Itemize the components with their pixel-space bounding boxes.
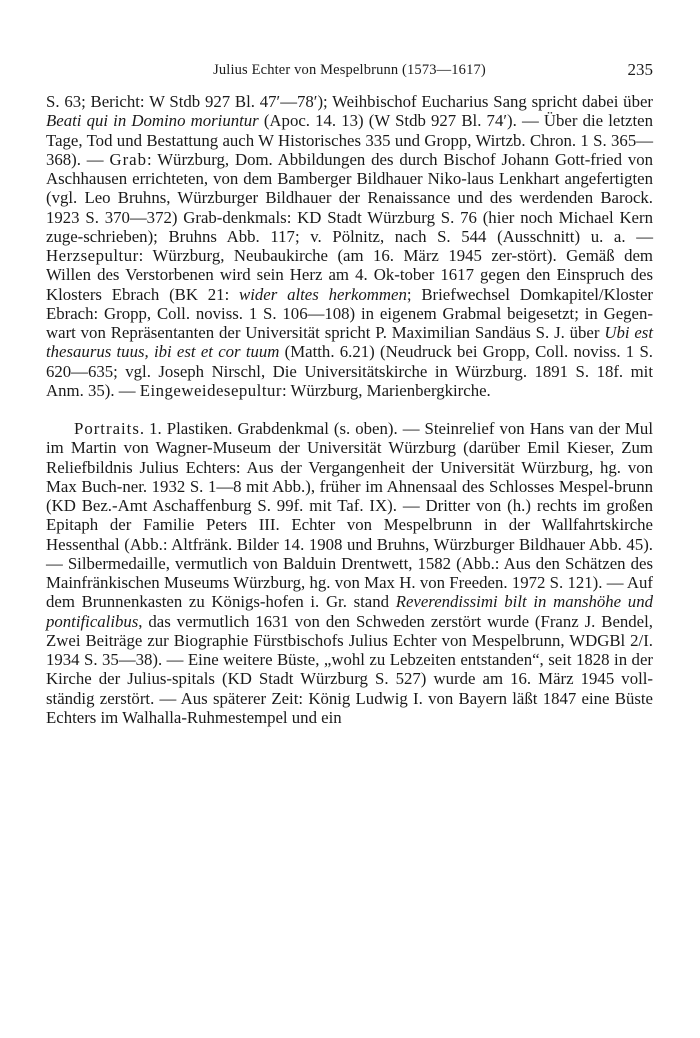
paragraph-portraits: [46, 419, 653, 727]
running-title: Julius Echter von Mespelbrunn (1573—1617): [213, 62, 486, 78]
text-run: : Würzburg, Marienbergkirche.: [281, 380, 491, 400]
section-term-herzsepultur: Herzsepultur: [46, 246, 139, 265]
latin-quote: Beati qui in Domino moriuntur: [46, 111, 259, 131]
text-run: . 1. Plastiken. Grabdenkmal (s. oben). — Steinrelief von Hans van der Mul im Martin von Wagner-Museum der Universität Würzburg (darüber Emil Kieser, Zum Reliefbildnis Julius Echters: Aus der Vergangenheit der Universität Würzburg, hg. von Max Buch-ner. 1932 S. 1—8 mit Abb.), früher im Ahnensaal des Schlosses Mespel-brunn (KD Bez.-Amt Aschaffenburg S. 99f. mit Taf. IX). — Dritter von (h.) rechts im großen Epitaph der Familie Peters III. Echter von Mespelbrunn in der Wallfahrtskirche Hessenthal (Abb.: Altfränk. Bilder 14. 1908 und Bruhns, Würzburger Bildhauer Abb. 45). — Silbermedaille, vermutlich von Balduin Drentwett, 1582 (Abb.: Aus den Schätzen des Mainfränkischen Museums Würzburg, hg. von Max H. von Freeden. 1972 S. 121). — Auf dem Brunnenkasten zu Königs-hofen i. Gr. stand: [46, 419, 653, 612]
section-term-grab: Grab: [109, 149, 147, 169]
text-run: ; Briefwechsel Domkapitel/Kloster Ebrach: Gropp, Coll. noviss. 1 S. 106—108) in eigenem Grabmal beigesetzt; in Gegen-wart von Repräsentanten der Universität spricht P. Maximilian Sandäus S. J. über: [46, 284, 653, 342]
running-header: [46, 60, 653, 84]
text-run: , das vermutlich 1631 von den Schweden zerstört wurde (Franz J. Bendel, Zwei Beiträge zur Biographie Fürstbischofs Julius Echter von Mespelbrunn, WDGBl 2/I. 1934 S. 35—38). — Eine weitere Büste, „wohl zu Lebzeiten entstanden“, seit 1828 in der Kirche der Julius-spitals (KD Stadt Würzburg S. 527) wurde am 16. März 1945 voll-ständig zerstört. — Aus späterer Zeit: König Ludwig I. von Bayern läßt 1847 eine Büste Echters im Walhalla-Ruhmestempel und ein: [46, 611, 653, 727]
quoted-phrase: Reverendissimi bilt in manshöhe und pontificalibus: [46, 592, 653, 631]
section-term-eingeweidesepultur: Eingeweidesepultur: [139, 380, 282, 400]
paragraph-burial: [46, 92, 653, 400]
latin-quote: Ubi est thesaurus tuus, ibi est et cor tuum: [46, 323, 653, 362]
text-run: : Würzburg, Dom. Abbildungen des durch Bischof Johann Gott-fried von Aschhausen errichteten, von dem Bamberger Bildhauer Niko-laus Lenkhart angefertigten (vgl. Leo Bruhns, Würzburger Bildhauer der Renaissance und des werdenden Barock. 1923 S. 370—372) Grab-denkmals: KD Stadt Würzburg S. 76 (hier noch Michael Kern zuge-schrieben); Bruhns Abb. 117; v. Pölnitz, nach S. 544 (Ausschnitt) u. a. —: [46, 149, 653, 246]
section-term-portraits: Portraits: [74, 419, 140, 438]
quoted-phrase: wider altes herkommen: [239, 284, 407, 304]
text-run: (Apoc. 14. 13) (W Stdb 927 Bl. 74′). — Über die letzten Tage, Tod und Bestattung auch W Historisches 335 und Gropp, Wirtzb. Chron. 1 S. 365—368). —: [46, 111, 653, 169]
body-text: [46, 92, 653, 727]
page-number: 235: [627, 60, 653, 79]
text-run: : Würzburg, Neubaukirche (am 16. März 1945 zer-stört). Gemäß dem Willen des Verstorbenen wird sein Herz am 4. Ok-tober 1617 gegen den Einspruch des Klosters Ebrach (BK 21:: [46, 246, 653, 304]
text-run: (Matth. 6.21) (Neudruck bei Gropp, Coll. noviss. 1 S. 620—635; vgl. Joseph Nirschl, Die Universitätskirche in Würzburg. 1891 S. 18f. mit Anm. 35). —: [46, 342, 653, 400]
text-run: S. 63; Bericht: W Stdb 927 Bl. 47′—78′); Weihbischof Eucharius Sang spricht dabei über: [46, 92, 653, 111]
